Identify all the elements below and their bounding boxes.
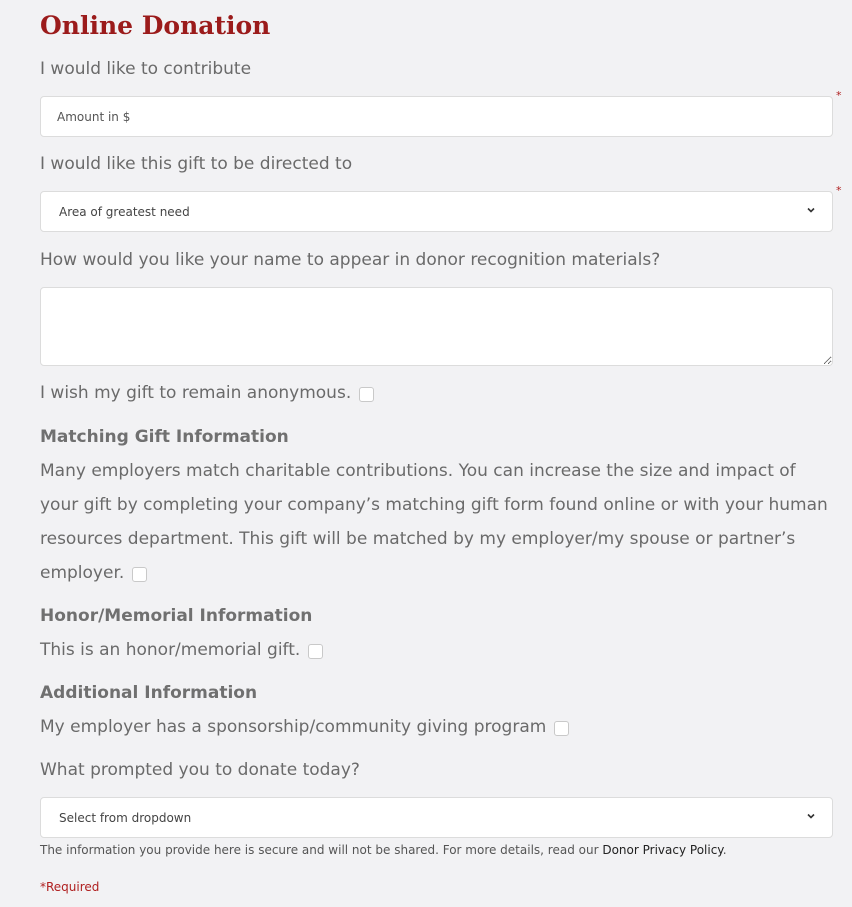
chevron-down-icon xyxy=(806,205,816,215)
recognition-label: How would you like your name to appear in donor recognition materials? xyxy=(40,250,661,270)
anonymous-label: I wish my gift to remain anonymous. xyxy=(40,383,352,403)
honor-memorial-checkbox[interactable] xyxy=(308,644,323,659)
privacy-note-period: . xyxy=(722,843,727,857)
honor-memorial-heading: Honor/Memorial Information xyxy=(40,606,313,626)
donor-privacy-policy-link[interactable]: Donor Privacy Policy xyxy=(602,843,723,857)
privacy-note xyxy=(40,843,727,857)
prompted-label: What prompted you to donate today? xyxy=(40,760,360,780)
recognition-name-input[interactable] xyxy=(40,287,833,366)
required-note: *Required xyxy=(40,880,100,894)
page-title: Online Donation xyxy=(40,11,271,40)
prompted-select[interactable] xyxy=(40,797,833,838)
sponsorship-label: My employer has a sponsorship/community giving program xyxy=(40,717,547,737)
required-marker: * xyxy=(836,89,842,102)
anonymous-checkbox[interactable] xyxy=(359,387,374,402)
directed-label: I would like this gift to be directed to xyxy=(40,154,353,174)
required-marker: * xyxy=(836,184,842,197)
matching-gift-heading: Matching Gift Information xyxy=(40,427,289,447)
chevron-down-icon xyxy=(806,811,816,821)
prompted-value: Select from dropdown xyxy=(59,810,192,825)
amount-input[interactable] xyxy=(40,96,833,137)
honor-memorial-option xyxy=(40,640,323,660)
matching-gift-description: Many employers match charitable contributions. You can increase the size and impact of your gift by completing your company’s matching gift form found online or with your human resources department. This gift will be matched by my employer/my spouse or partner’s employer. xyxy=(40,461,828,583)
additional-info-heading: Additional Information xyxy=(40,683,258,703)
anonymous-option xyxy=(40,383,374,403)
sponsorship-option xyxy=(40,717,569,737)
honor-memorial-label: This is an honor/memorial gift. xyxy=(40,640,301,660)
contribute-label: I would like to contribute xyxy=(40,59,252,79)
matching-gift-text xyxy=(40,454,830,590)
gift-direction-select[interactable] xyxy=(40,191,833,232)
gift-direction-value: Area of greatest need xyxy=(59,204,190,219)
matching-gift-checkbox[interactable] xyxy=(132,567,147,582)
privacy-note-text: The information you provide here is secure and will not be shared. For more details, read our xyxy=(40,843,599,857)
sponsorship-checkbox[interactable] xyxy=(554,721,569,736)
